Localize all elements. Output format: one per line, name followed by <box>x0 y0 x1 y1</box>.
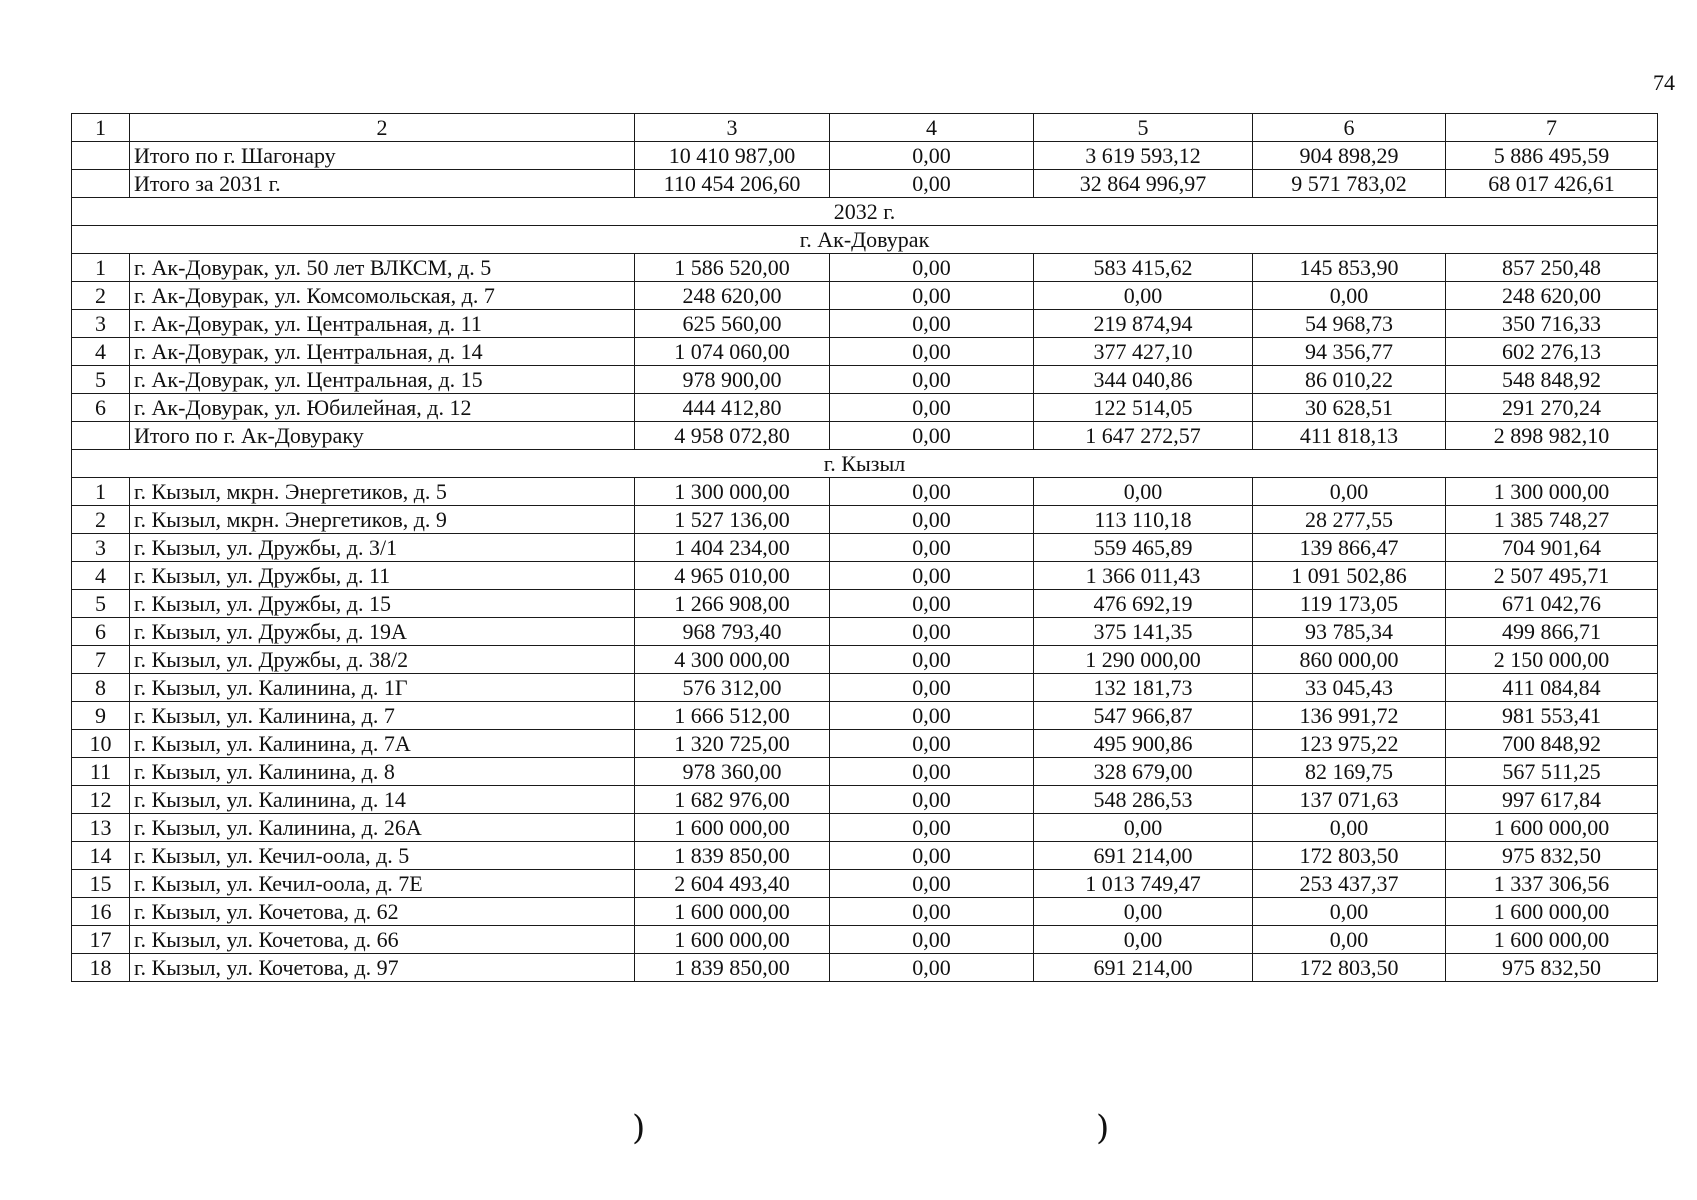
table-cell: 691 214,00 <box>1034 842 1253 870</box>
table-cell: г. Кызыл, ул. Дружбы, д. 3/1 <box>130 534 635 562</box>
table-cell: 0,00 <box>1253 478 1446 506</box>
table-cell: 411 084,84 <box>1446 674 1658 702</box>
table-cell: г. Кызыл, ул. Калинина, д. 7 <box>130 702 635 730</box>
table-row <box>72 534 1658 562</box>
table-cell: 583 415,62 <box>1034 254 1253 282</box>
table-cell <box>72 170 130 198</box>
table-cell: 94 356,77 <box>1253 338 1446 366</box>
table-cell: 1 600 000,00 <box>1446 814 1658 842</box>
table-cell: 1 300 000,00 <box>1446 478 1658 506</box>
table-cell: г. Кызыл, ул. Кочетова, д. 66 <box>130 926 635 954</box>
table-cell: 172 803,50 <box>1253 954 1446 982</box>
table-cell: г. Ак-Довурак, ул. Центральная, д. 11 <box>130 310 635 338</box>
table-cell: 0,00 <box>830 534 1034 562</box>
table-cell: 10 410 987,00 <box>635 142 830 170</box>
table-cell: 172 803,50 <box>1253 842 1446 870</box>
table-cell: 499 866,71 <box>1446 618 1658 646</box>
table-cell: г. Ак-Довурак, ул. Центральная, д. 15 <box>130 366 635 394</box>
table-cell: 548 286,53 <box>1034 786 1253 814</box>
table-cell: 0,00 <box>830 954 1034 982</box>
table-row <box>72 702 1658 730</box>
table-cell: г. Кызыл, мкрн. Энергетиков, д. 9 <box>130 506 635 534</box>
table-cell: 1 013 749,47 <box>1034 870 1253 898</box>
section-label: г. Кызыл <box>72 450 1658 478</box>
table-cell: 0,00 <box>1253 814 1446 842</box>
table-row <box>72 870 1658 898</box>
table-body <box>72 114 1658 982</box>
table-cell: 6 <box>72 394 130 422</box>
table-cell: 2 507 495,71 <box>1446 562 1658 590</box>
table-cell: 1 404 234,00 <box>635 534 830 562</box>
table-cell: 13 <box>72 814 130 842</box>
table-cell: 1 <box>72 478 130 506</box>
table-cell: 3 <box>72 534 130 562</box>
header-row <box>72 114 1658 142</box>
table-cell: 253 437,37 <box>1253 870 1446 898</box>
section-label: 2032 г. <box>72 198 1658 226</box>
page-number: 74 <box>1653 70 1675 95</box>
table-cell: 12 <box>72 786 130 814</box>
table-cell: 0,00 <box>830 338 1034 366</box>
table-cell: 375 141,35 <box>1034 618 1253 646</box>
table-cell: 0,00 <box>1034 814 1253 842</box>
header-cell: 5 <box>1034 114 1253 142</box>
table-cell: 691 214,00 <box>1034 954 1253 982</box>
table-cell: 981 553,41 <box>1446 702 1658 730</box>
table-cell: 1 320 725,00 <box>635 730 830 758</box>
table-cell: 559 465,89 <box>1034 534 1253 562</box>
table-cell: 0,00 <box>830 758 1034 786</box>
table-cell: 328 679,00 <box>1034 758 1253 786</box>
table-cell: 1 290 000,00 <box>1034 646 1253 674</box>
table-row <box>72 926 1658 954</box>
table-cell: 2 <box>72 282 130 310</box>
table-cell: 0,00 <box>830 590 1034 618</box>
table-cell: 132 181,73 <box>1034 674 1253 702</box>
table-cell: 1 091 502,86 <box>1253 562 1446 590</box>
table-cell: 0,00 <box>1034 898 1253 926</box>
table-cell: 248 620,00 <box>635 282 830 310</box>
table-cell: 1 600 000,00 <box>635 926 830 954</box>
table-cell: 2 898 982,10 <box>1446 422 1658 450</box>
header-cell: 6 <box>1253 114 1446 142</box>
table-cell: 0,00 <box>1253 282 1446 310</box>
table-cell: 350 716,33 <box>1446 310 1658 338</box>
table-cell: 136 991,72 <box>1253 702 1446 730</box>
table-cell: 82 169,75 <box>1253 758 1446 786</box>
table-row <box>72 394 1658 422</box>
table-cell: 4 <box>72 338 130 366</box>
table-cell: 0,00 <box>830 814 1034 842</box>
table-cell: 576 312,00 <box>635 674 830 702</box>
table-cell: 857 250,48 <box>1446 254 1658 282</box>
table-cell: 0,00 <box>830 170 1034 198</box>
table-cell: 110 454 206,60 <box>635 170 830 198</box>
table-cell: 0,00 <box>1034 478 1253 506</box>
table-cell: г. Кызыл, ул. Кечил-оола, д. 5 <box>130 842 635 870</box>
table-cell: 602 276,13 <box>1446 338 1658 366</box>
table-cell: 1 666 512,00 <box>635 702 830 730</box>
table-cell: 548 848,92 <box>1446 366 1658 394</box>
table-cell: 122 514,05 <box>1034 394 1253 422</box>
table-row <box>72 758 1658 786</box>
table-cell: 1 647 272,57 <box>1034 422 1253 450</box>
table-cell: 68 017 426,61 <box>1446 170 1658 198</box>
table-cell: 28 277,55 <box>1253 506 1446 534</box>
table-row <box>72 366 1658 394</box>
table-cell: 145 853,90 <box>1253 254 1446 282</box>
table-cell: 625 560,00 <box>635 310 830 338</box>
header-cell: 3 <box>635 114 830 142</box>
table-cell: 975 832,50 <box>1446 842 1658 870</box>
table-cell: 567 511,25 <box>1446 758 1658 786</box>
table-cell: г. Кызыл, ул. Кочетова, д. 97 <box>130 954 635 982</box>
table-cell: 17 <box>72 926 130 954</box>
budget-table <box>71 113 1658 982</box>
table-cell: Итого за 2031 г. <box>130 170 635 198</box>
table-cell: 1 366 011,43 <box>1034 562 1253 590</box>
table-cell: 0,00 <box>830 310 1034 338</box>
table-cell: 0,00 <box>1034 282 1253 310</box>
table-cell: г. Кызыл, ул. Калинина, д. 14 <box>130 786 635 814</box>
table-cell: 11 <box>72 758 130 786</box>
table-cell: Итого по г. Ак-Довураку <box>130 422 635 450</box>
table-cell: 344 040,86 <box>1034 366 1253 394</box>
table-cell: г. Кызыл, мкрн. Энергетиков, д. 5 <box>130 478 635 506</box>
table-row <box>72 310 1658 338</box>
table-cell: 219 874,94 <box>1034 310 1253 338</box>
table-cell: 1 337 306,56 <box>1446 870 1658 898</box>
table-cell: 10 <box>72 730 130 758</box>
table-cell: 5 <box>72 590 130 618</box>
table-cell: 3 619 593,12 <box>1034 142 1253 170</box>
table-cell: 1 682 976,00 <box>635 786 830 814</box>
table-cell: 1 600 000,00 <box>635 814 830 842</box>
table-row <box>72 338 1658 366</box>
table-row <box>72 814 1658 842</box>
table-cell: 119 173,05 <box>1253 590 1446 618</box>
table-cell: 1 300 000,00 <box>635 478 830 506</box>
section-row <box>72 198 1658 226</box>
table-cell: 32 864 996,97 <box>1034 170 1253 198</box>
table-cell: 0,00 <box>830 702 1034 730</box>
table-cell: 0,00 <box>830 478 1034 506</box>
table-cell: 700 848,92 <box>1446 730 1658 758</box>
table-row <box>72 590 1658 618</box>
section-label: г. Ак-Довурак <box>72 226 1658 254</box>
table-cell: 547 966,87 <box>1034 702 1253 730</box>
table-cell: 1 839 850,00 <box>635 842 830 870</box>
table-cell: 1 839 850,00 <box>635 954 830 982</box>
table-cell: 1 266 908,00 <box>635 590 830 618</box>
table-row <box>72 674 1658 702</box>
table-cell: 14 <box>72 842 130 870</box>
table-cell: г. Кызыл, ул. Калинина, д. 7А <box>130 730 635 758</box>
table-cell: 9 <box>72 702 130 730</box>
table-cell: г. Кызыл, ул. Дружбы, д. 15 <box>130 590 635 618</box>
table-cell: 0,00 <box>830 646 1034 674</box>
table-cell: 2 150 000,00 <box>1446 646 1658 674</box>
table-cell: 1 600 000,00 <box>1446 898 1658 926</box>
table-cell: 15 <box>72 870 130 898</box>
table-cell: 968 793,40 <box>635 618 830 646</box>
table-cell: 0,00 <box>830 842 1034 870</box>
table-cell: 476 692,19 <box>1034 590 1253 618</box>
table-cell: 0,00 <box>1253 926 1446 954</box>
table-cell: г. Ак-Довурак, ул. Юбилейная, д. 12 <box>130 394 635 422</box>
table-cell: 411 818,13 <box>1253 422 1446 450</box>
table-cell: 2 <box>72 506 130 534</box>
table-cell: 6 <box>72 618 130 646</box>
table-cell: г. Ак-Довурак, ул. Комсомольская, д. 7 <box>130 282 635 310</box>
footer-mark-left: ) <box>632 1108 646 1148</box>
table-cell: 0,00 <box>830 898 1034 926</box>
table-cell: г. Кызыл, ул. Дружбы, д. 11 <box>130 562 635 590</box>
table-row <box>72 646 1658 674</box>
header-cell: 2 <box>130 114 635 142</box>
table-cell: 248 620,00 <box>1446 282 1658 310</box>
table-cell: г. Кызыл, ул. Дружбы, д. 19А <box>130 618 635 646</box>
table-cell: 1 586 520,00 <box>635 254 830 282</box>
table-cell: 0,00 <box>830 422 1034 450</box>
table-cell: Итого по г. Шагонару <box>130 142 635 170</box>
table-cell: 860 000,00 <box>1253 646 1446 674</box>
table-cell: 5 <box>72 366 130 394</box>
table-cell: 86 010,22 <box>1253 366 1446 394</box>
table-cell: 1 600 000,00 <box>635 898 830 926</box>
footer-mark-right: ) <box>1096 1108 1110 1148</box>
table-cell: 139 866,47 <box>1253 534 1446 562</box>
table-row <box>72 786 1658 814</box>
table-cell: 904 898,29 <box>1253 142 1446 170</box>
table-cell: г. Кызыл, ул. Калинина, д. 8 <box>130 758 635 786</box>
table-row <box>72 562 1658 590</box>
table-cell: 137 071,63 <box>1253 786 1446 814</box>
table-cell: 0,00 <box>830 926 1034 954</box>
table-cell <box>72 422 130 450</box>
table-cell: 33 045,43 <box>1253 674 1446 702</box>
table-cell: г. Кызыл, ул. Кечил-оола, д. 7Е <box>130 870 635 898</box>
table-cell: 1 <box>72 254 130 282</box>
table-cell: 4 <box>72 562 130 590</box>
table-cell: 54 968,73 <box>1253 310 1446 338</box>
table-cell: 1 600 000,00 <box>1446 926 1658 954</box>
header-cell: 4 <box>830 114 1034 142</box>
table-cell: г. Кызыл, ул. Кочетова, д. 62 <box>130 898 635 926</box>
table-cell: 3 <box>72 310 130 338</box>
table-row <box>72 254 1658 282</box>
table-cell: 0,00 <box>830 730 1034 758</box>
header-cell: 7 <box>1446 114 1658 142</box>
table-cell: 0,00 <box>830 618 1034 646</box>
table-cell: 5 886 495,59 <box>1446 142 1658 170</box>
table-row <box>72 478 1658 506</box>
table-cell: 0,00 <box>830 506 1034 534</box>
table-cell: 0,00 <box>830 870 1034 898</box>
table-cell: 975 832,50 <box>1446 954 1658 982</box>
table-row <box>72 618 1658 646</box>
table-cell: 704 901,64 <box>1446 534 1658 562</box>
table-cell: 2 604 493,40 <box>635 870 830 898</box>
table-cell: 123 975,22 <box>1253 730 1446 758</box>
table-cell: 495 900,86 <box>1034 730 1253 758</box>
table-cell: 0,00 <box>830 254 1034 282</box>
section-row <box>72 226 1658 254</box>
table-cell: г. Ак-Довурак, ул. Центральная, д. 14 <box>130 338 635 366</box>
table-cell: 0,00 <box>830 562 1034 590</box>
section-row <box>72 450 1658 478</box>
total-row <box>72 142 1658 170</box>
table-row <box>72 730 1658 758</box>
table-cell: 0,00 <box>1034 926 1253 954</box>
table-cell: 0,00 <box>830 282 1034 310</box>
header-cell: 1 <box>72 114 130 142</box>
table-cell: 93 785,34 <box>1253 618 1446 646</box>
table-cell: 16 <box>72 898 130 926</box>
table-cell: 4 300 000,00 <box>635 646 830 674</box>
table-cell: 7 <box>72 646 130 674</box>
table-row <box>72 954 1658 982</box>
table-cell: г. Кызыл, ул. Дружбы, д. 38/2 <box>130 646 635 674</box>
table-cell: 8 <box>72 674 130 702</box>
table-row <box>72 842 1658 870</box>
table-cell: 0,00 <box>1253 898 1446 926</box>
table-cell: 1 074 060,00 <box>635 338 830 366</box>
table-cell: 18 <box>72 954 130 982</box>
table-cell: 997 617,84 <box>1446 786 1658 814</box>
table-cell <box>72 142 130 170</box>
table-cell: 0,00 <box>830 786 1034 814</box>
table-cell: 4 965 010,00 <box>635 562 830 590</box>
table-cell: 4 958 072,80 <box>635 422 830 450</box>
table-row <box>72 898 1658 926</box>
table-cell: г. Кызыл, ул. Калинина, д. 1Г <box>130 674 635 702</box>
table-cell: 1 527 136,00 <box>635 506 830 534</box>
total-row <box>72 422 1658 450</box>
table-cell: 0,00 <box>830 142 1034 170</box>
table-cell: 113 110,18 <box>1034 506 1253 534</box>
table-cell: 377 427,10 <box>1034 338 1253 366</box>
total-row <box>72 170 1658 198</box>
table-cell: 0,00 <box>830 394 1034 422</box>
table-cell: 444 412,80 <box>635 394 830 422</box>
table-cell: 30 628,51 <box>1253 394 1446 422</box>
table-row <box>72 506 1658 534</box>
table-cell: 978 900,00 <box>635 366 830 394</box>
table-cell: 0,00 <box>830 366 1034 394</box>
table-row <box>72 282 1658 310</box>
table-cell: г. Кызыл, ул. Калинина, д. 26А <box>130 814 635 842</box>
table-cell: 978 360,00 <box>635 758 830 786</box>
table-cell: 291 270,24 <box>1446 394 1658 422</box>
table-cell: 671 042,76 <box>1446 590 1658 618</box>
table-cell: 0,00 <box>830 674 1034 702</box>
table-cell: 1 385 748,27 <box>1446 506 1658 534</box>
table-cell: 9 571 783,02 <box>1253 170 1446 198</box>
table-cell: г. Ак-Довурак, ул. 50 лет ВЛКСМ, д. 5 <box>130 254 635 282</box>
